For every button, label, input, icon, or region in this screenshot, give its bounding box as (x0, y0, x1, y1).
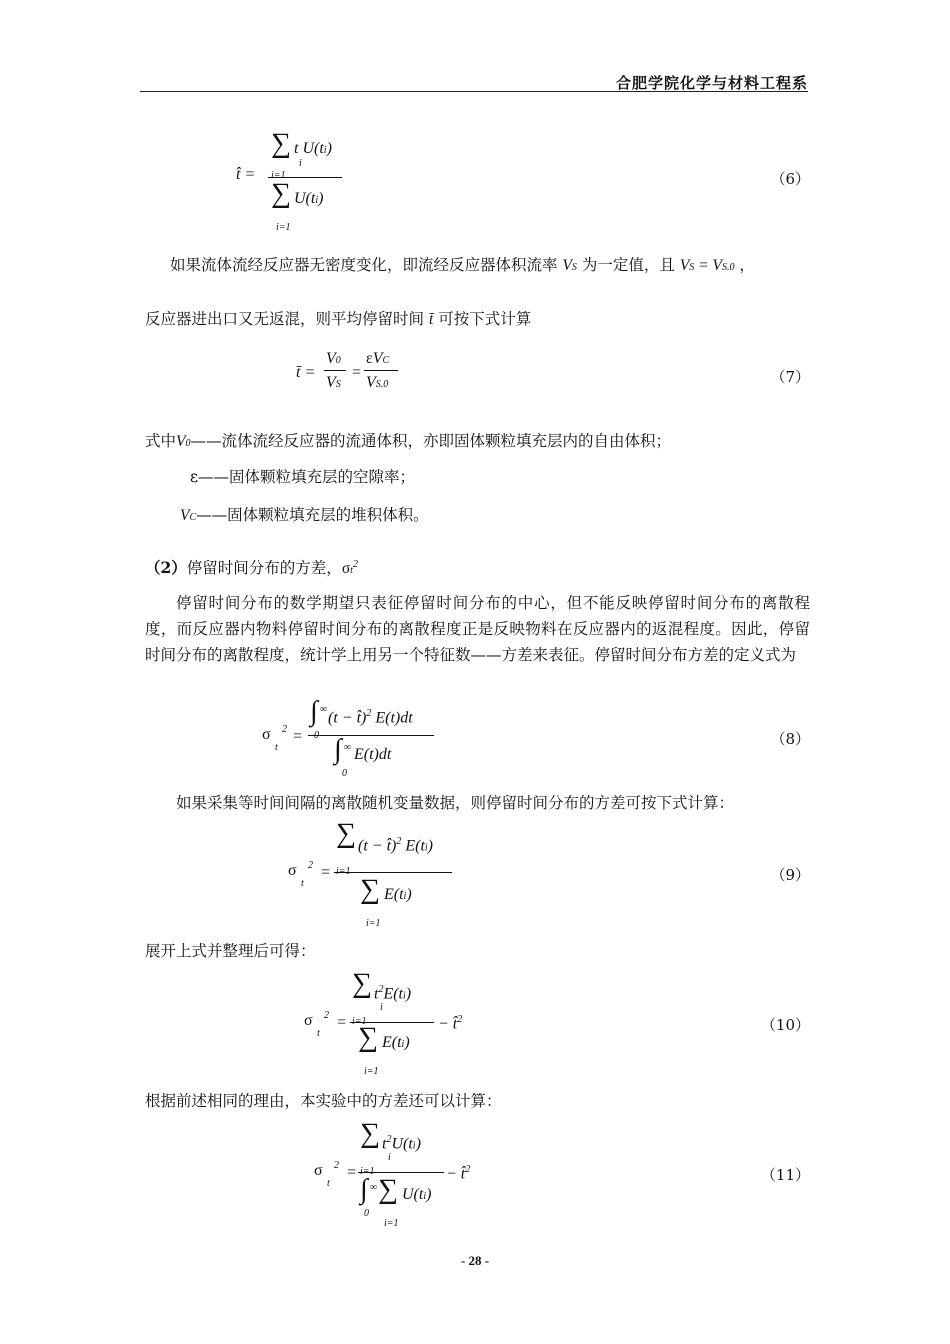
paragraph-6: 根据前述相同的理由，本实验中的方差还可以计算： (145, 1092, 502, 1110)
equation-number-6: （6） (770, 170, 810, 188)
equation-number-9: （9） (770, 866, 810, 884)
page-number: - 28 - (460, 1253, 490, 1268)
paragraph-1: 如果流体流经反应器无密度变化，即流经反应器体积流率 VS 为一定值，且 VS = VS.0 ， (170, 256, 755, 274)
equation-11: σ t 2 = ∑ $t^2U(ti)$ i i=1 ∫ ∞ 0 ∑ U(ti) i=1 − t̂$^2$ (314, 1118, 471, 1229)
header-rule (140, 91, 808, 92)
definition-v0: 式中V0——流体流经反应器的流通体积，亦即固体颗粒填充层内的自由体积； (145, 432, 671, 450)
equation-7: t̄ = V0 VS = εVC VS.0 (296, 350, 416, 410)
definition-vc: VC——固体颗粒填充层的堆积体积。 (180, 506, 429, 524)
equation-number-7: （7） (770, 368, 810, 386)
equation-8: σ t 2 = ∫ ∞ 0 (t − t̂)$^2$ E(t)dt ∫ ∞ 0 E(t)dt (262, 700, 462, 780)
equation-6: t̂ = ∑ t U(ti) i i=1 ∑ U(ti) i=1 (236, 130, 356, 240)
page-header: 合肥学院化学与材料工程系 (615, 74, 808, 92)
equation-number-8: （8） (770, 730, 810, 748)
equation-number-11: （11） (760, 1166, 810, 1184)
equation-number-10: （10） (760, 1016, 810, 1034)
definition-epsilon: ε——固体颗粒填充层的空隙率； (190, 468, 416, 486)
equation-10: σ t 2 = ∑ $t^2E(ti)$ i i=1 ∑ E(ti) i=1 − t̂$^2$ (304, 968, 463, 1077)
equation-9: σ t 2 = ∑ (t − t̂)$^2$ E(ti) i=1 ∑ E(ti) i=1 (288, 820, 468, 930)
section-2-heading: （2）停留时间分布的方差，$\sigma t^2$ (145, 558, 358, 578)
paragraph-2: 反应器进出口又无返混，则平均停留时间 t̄ 可按下式计算 (145, 310, 532, 328)
paragraph-3: 停留时间分布的数学期望只表征停留时间分布的中心，但不能反映停留时间分布的离散程度，而反应器内物料停留时间分布的离散程度正是反映物料在反应器内的返混程度。因此，停留时间分布的离散程度，统计学上用另一个特征数——方差来表征。停留时间分布方差的定义式为 (145, 594, 810, 664)
paragraph-5: 展开上式并整理后可得： (145, 942, 316, 960)
paragraph-4: 如果采集等时间间隔的离散随机变量数据，则停留时间分布的方差可按下式计算： (176, 794, 735, 812)
